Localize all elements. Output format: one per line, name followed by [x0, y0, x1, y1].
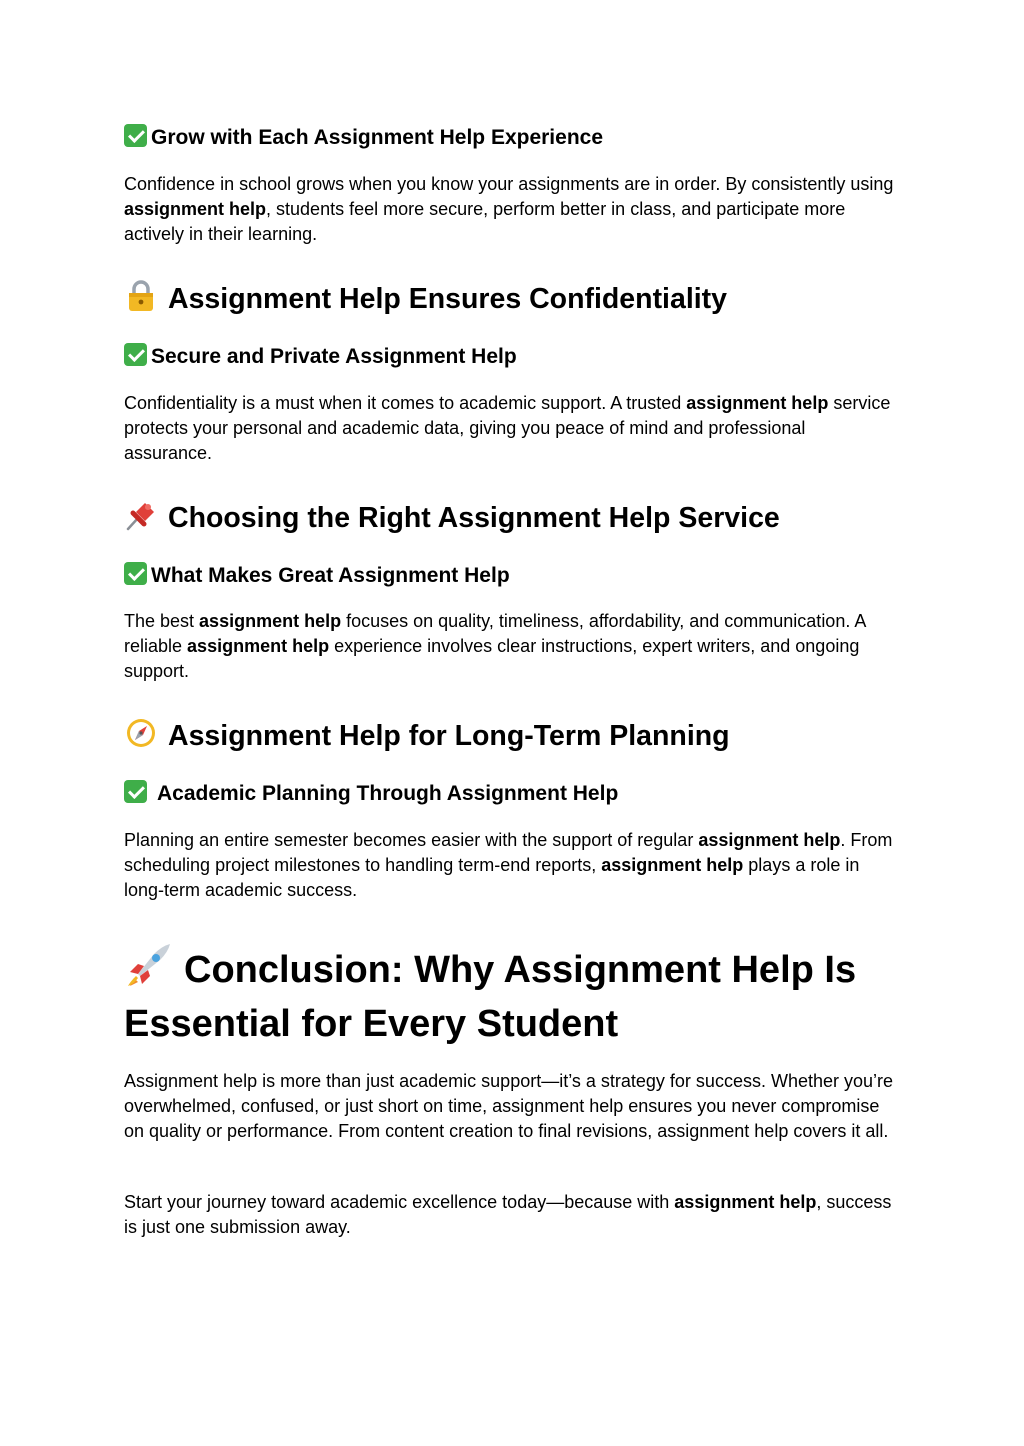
subheading-academic-planning: Academic Planning Through Assignment Help — [124, 780, 618, 807]
paragraph-grow: Confidence in school grows when you know your assignments are in order. By consistently using assignment help, students feel more secure, perform better in class, and participate more actively in their learning. — [124, 174, 894, 244]
subheading-secure: Secure and Private Assignment Help — [124, 343, 517, 370]
compass-icon — [124, 717, 158, 749]
heading-choosing: Choosing the Right Assignment Help Service — [124, 499, 780, 535]
paragraph-conclusion-2: Start your journey toward academic excellence today—because with assignment help, success is just one submission away. — [124, 1192, 892, 1237]
pushpin-icon — [124, 499, 158, 531]
paragraph-planning: Planning an entire semester becomes easier with the support of regular assignment help. From scheduling project milestones to handling term-end reports, assignment help plays a role in long-term academic success. — [124, 830, 893, 900]
lock-icon — [124, 280, 158, 312]
heading-confidentiality: Assignment Help Ensures Confidentiality — [124, 280, 727, 316]
paragraph-conclusion-1: Assignment help is more than just academic support—it’s a strategy for success. Whether you’re overwhelmed, confused, or just short on time, assignment help ensures you never compromise on quality or performance. From content creation to final revisions, assignment help covers it all. — [124, 1071, 894, 1141]
subheading-grow: Grow with Each Assignment Help Experience — [124, 124, 603, 151]
paragraph-great: The best assignment help focuses on quality, timeliness, affordability, and communication. A reliable assignment help experience involves clear instructions, expert writers, and ongoing support. — [124, 611, 866, 681]
paragraph-secure: Confidentiality is a must when it comes to academic support. A trusted assignment help service protects your personal and academic data, giving you peace of mind and professional assurance. — [124, 393, 891, 463]
check-mark-icon — [124, 780, 147, 803]
subheading-great: What Makes Great Assignment Help — [124, 562, 510, 589]
check-mark-icon — [124, 124, 147, 147]
rocket-icon — [124, 942, 172, 988]
heading-conclusion: Conclusion: Why Assignment Help Is Essential for Every Student — [124, 942, 904, 1051]
check-mark-icon — [124, 343, 147, 366]
check-mark-icon — [124, 562, 147, 585]
heading-planning: Assignment Help for Long-Term Planning — [124, 717, 730, 753]
